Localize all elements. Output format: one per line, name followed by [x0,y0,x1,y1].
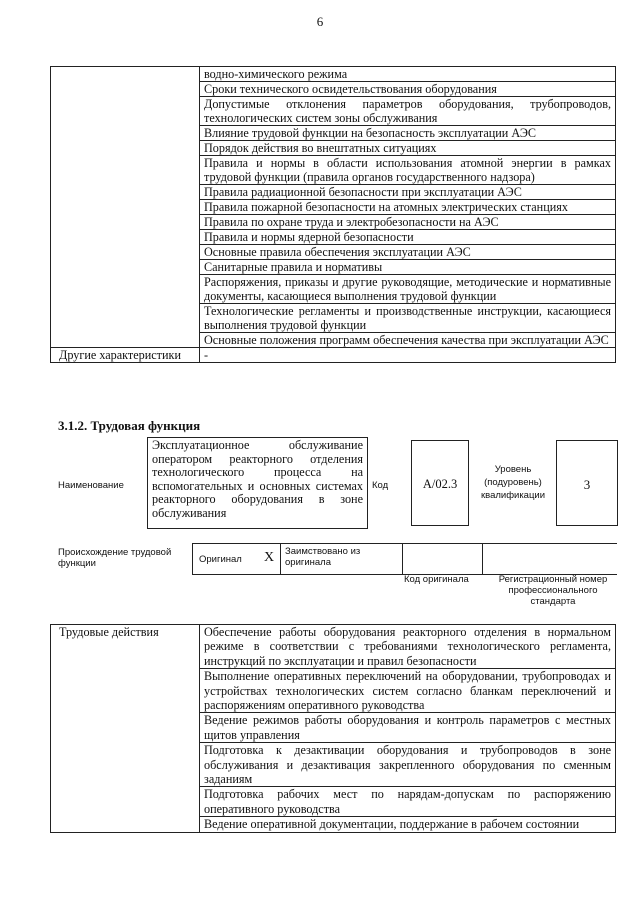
knowledge-row: Правила радиационной безопасности при эксплуатации АЭС [200,185,616,200]
level-label: Уровень (подуровень) квалификации [480,464,546,501]
knowledge-table [50,66,616,363]
knowledge-row: Допустимые отклонения параметров оборудования, трубопроводов, технологических систем зоны обслуживания [200,97,616,126]
origin-row [192,543,617,575]
knowledge-row: водно-химического режима [200,67,616,82]
labour-action-row: Подготовка рабочих мест по нарядам-допускам по распоряжению оперативного руководства [200,787,616,817]
other-characteristics-label: Другие характеристики [51,348,200,363]
origin-divider [280,544,281,574]
knowledge-row: Правила пожарной безопасности на атомных электрических станциях [200,200,616,215]
qualification-level: 3 [556,440,618,526]
function-name: Эксплуатационное обслуживание оператором реакторного отделения технологического процесса на вспомогательных и основных системах реакторного оборудования в зоне обслуживания [147,437,368,529]
other-characteristics-value: - [200,348,616,363]
knowledge-row: Порядок действия во внештатных ситуациях [200,141,616,156]
page-number: 6 [316,14,324,29]
labour-action-row: Выполнение оперативных переключений на оборудовании, трубопроводах и устройствах технологических систем согласно бланкам переключений и распоряжениям оперативного руководства [200,669,616,713]
labour-action-row: Подготовка к дезактивации оборудования и трубопроводов в зоне обслуживания и дезактивация закрепленного оборудования по сменным заданиям [200,743,616,787]
knowledge-row: Правила и нормы ядерной безопасности [200,230,616,245]
function-code: А/02.3 [411,440,469,526]
code-label: Код [372,480,389,491]
labour-action-row: Обеспечение работы оборудования реакторного отделения в нормальном режиме в соответствии с требованиями технологического регламента, инструкций по эксплуатации и правил безопасности [200,625,616,669]
knowledge-row: Правила по охране труда и электробезопасности на АЭС [200,215,616,230]
origin-label: Происхождение трудовой функции [58,547,172,569]
knowledge-row: Влияние трудовой функции на безопасность эксплуатации АЭС [200,126,616,141]
knowledge-row: Технологические регламенты и производственные инструкции, касающиеся выполнения трудовой функции [200,304,616,333]
borrowed-label: Заимствовано из оригинала [285,546,361,568]
origin-divider [482,544,483,574]
registration-number-label: Регистрационный номер профессионального стандарта [498,574,608,607]
origin-divider [192,544,193,574]
knowledge-row: Основные правила обеспечения эксплуатации АЭС [200,245,616,260]
labour-actions-table [50,624,616,833]
original-mark: X [264,550,275,565]
original-label: Оригинал [199,554,242,565]
knowledge-row: Санитарные правила и нормативы [200,260,616,275]
name-label: Наименование [58,480,124,491]
knowledge-row: Правила и нормы в области использования атомной энергии в рамках трудовой функции (правила органов государственного надзора) [200,156,616,185]
original-code-label: Код оригинала [404,574,469,585]
knowledge-row: Основные положения программ обеспечения качества при эксплуатации АЭС [200,333,616,348]
knowledge-row: Сроки технического освидетельствования оборудования [200,82,616,97]
labour-action-row: Ведение оперативной документации, поддержание в рабочем состоянии [200,817,616,832]
origin-divider [402,544,403,574]
knowledge-row: Распоряжения, приказы и другие руководящие, методические и нормативные документы, касающиеся выполнения трудовой функции [200,275,616,304]
labour-actions-label: Трудовые действия [51,625,200,833]
section-heading: 3.1.2. Трудовая функция [58,418,201,433]
labour-action-row: Ведение режимов работы оборудования и контроль параметров с местных щитов управления [200,713,616,743]
knowledge-label-cell [51,67,200,348]
